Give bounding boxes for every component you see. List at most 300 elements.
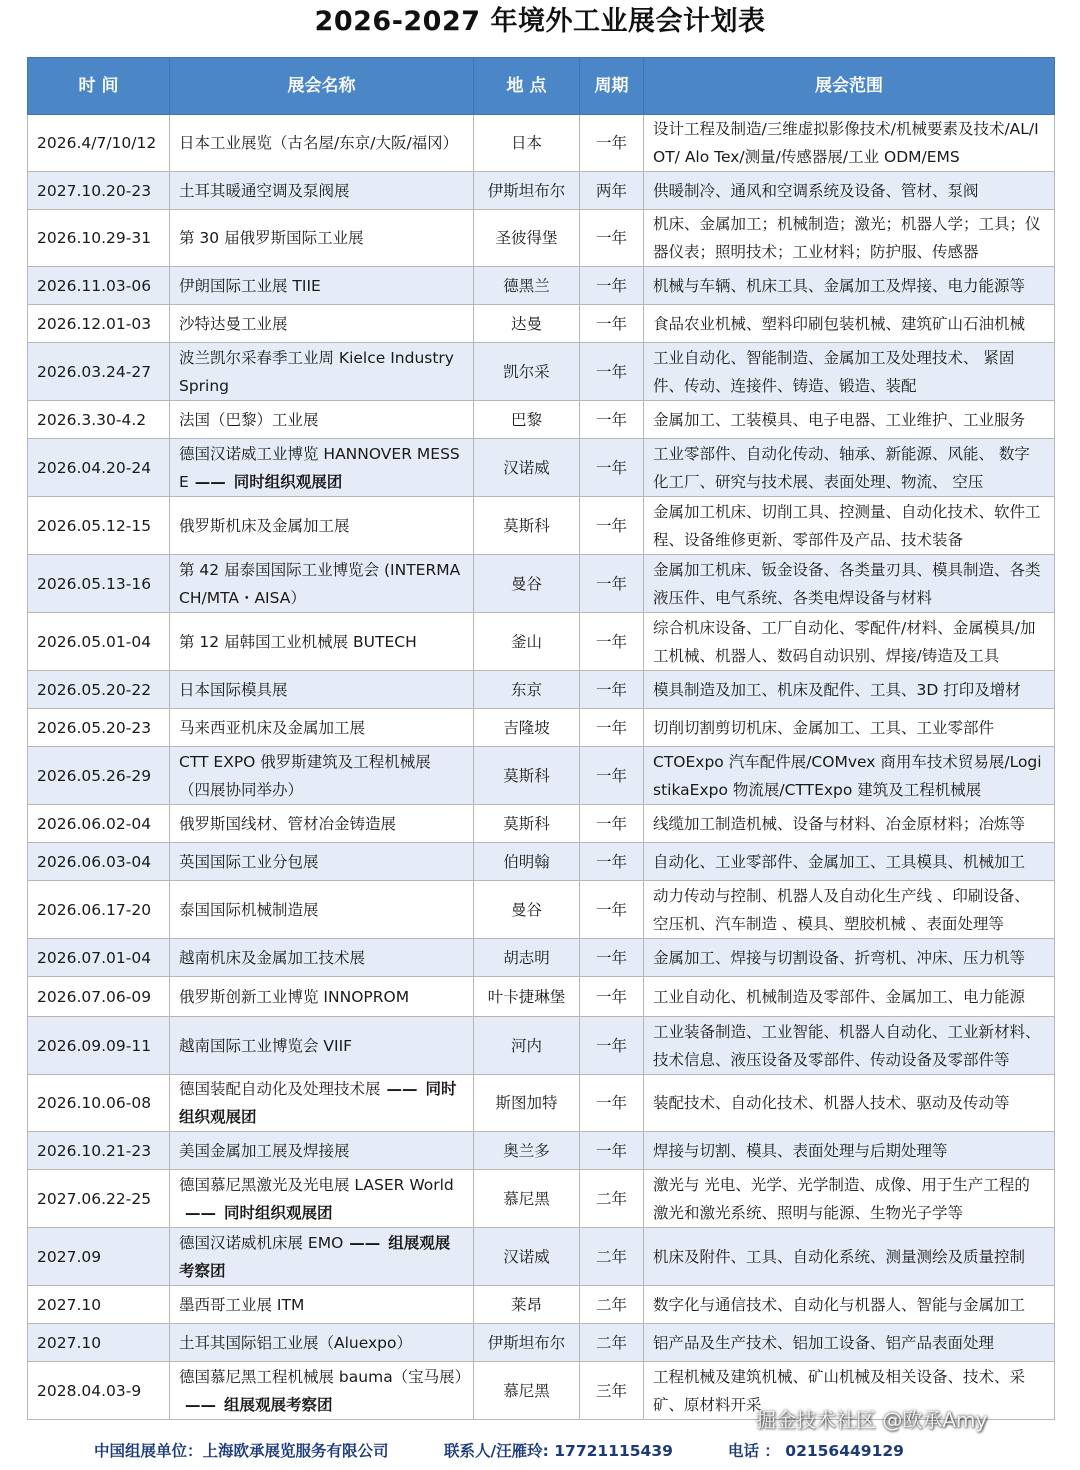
cell-cycle-text: 一年	[595, 1141, 627, 1160]
cell-cycle	[580, 1132, 644, 1170]
cell-place-text: 斯图加特	[495, 1094, 558, 1112]
cell-place-text: 伊斯坦布尔	[487, 1333, 566, 1352]
cell-date	[28, 1170, 170, 1228]
table-row	[28, 1324, 1055, 1362]
cell-scope	[644, 1017, 1055, 1075]
cell-scope	[644, 881, 1055, 939]
table-row	[28, 439, 1055, 497]
cell-date	[28, 1075, 170, 1132]
cell-scope	[644, 1075, 1055, 1132]
cell-place-text: 东京	[510, 680, 542, 699]
cell-date-text: 2028.04.03-9	[37, 1381, 142, 1400]
table-row	[28, 1075, 1055, 1132]
table-row	[28, 1017, 1055, 1075]
cell-place	[474, 1286, 580, 1324]
cell-scope	[644, 1170, 1055, 1228]
cell-scope-text: 工业装备制造、工业智能、机器人自动化、工业新材料、技术信息、液压设备及零部件、传动设备及零部件等	[653, 1022, 1041, 1069]
cell-scope-text: 工业零部件、自动化传动、轴承、新能源、风能、 数字化工厂、研究与技术展、表面处理、物流、 空压	[653, 444, 1030, 491]
cell-name	[170, 305, 474, 343]
cell-cycle-text: 一年	[595, 229, 627, 247]
cell-place-text: 奥兰多	[503, 1141, 550, 1160]
cell-date	[28, 555, 170, 613]
cell-place	[474, 497, 580, 555]
cell-date	[28, 343, 170, 401]
cell-scope-text: 焊接与切割、模具、表面处理与后期处理等	[653, 1141, 948, 1160]
cell-name	[170, 843, 474, 881]
table-row	[28, 805, 1055, 843]
table-row	[28, 497, 1055, 555]
cell-scope-text: 供暖制冷、通风和空调系统及设备、管材、泵阀	[653, 181, 979, 200]
cell-name	[170, 881, 474, 939]
cell-name	[170, 805, 474, 843]
cell-date-text: 2026.05.20-22	[37, 680, 152, 699]
cell-date	[28, 843, 170, 881]
cell-place	[474, 210, 580, 267]
cell-scope-text: 切削切割剪切机床、金属加工、工具、工业零部件	[653, 718, 995, 737]
cell-date	[28, 1362, 170, 1420]
cell-place	[474, 1075, 580, 1132]
table-row	[28, 1132, 1055, 1170]
table-row	[28, 671, 1055, 709]
page-title: 2026-2027 年境外工业展会计划表	[314, 6, 766, 37]
cell-scope	[644, 1132, 1055, 1170]
cell-cycle-text: 一年	[595, 814, 627, 833]
cell-name-text: 德国汉诺威工业博览 HANNOVER MESSE	[179, 444, 460, 491]
cell-date	[28, 747, 170, 805]
cell-place	[474, 1362, 580, 1420]
cell-cycle	[580, 115, 644, 172]
cell-cycle	[580, 210, 644, 267]
watermark: 掘金技术社区 @欧承Amy	[756, 1408, 988, 1432]
cell-date-text: 2026.05.20-23	[37, 718, 152, 737]
cell-name-text: 马来西亚机床及金属加工展	[179, 718, 366, 737]
cell-scope-text: 金属加工、焊接与切割设备、折弯机、冲床、压力机等	[653, 948, 1026, 967]
table-row	[28, 939, 1055, 977]
cell-date-text: 2026.10.29-31	[37, 229, 152, 247]
cell-place-text: 莱昂	[510, 1295, 542, 1314]
cell-cycle-text: 一年	[595, 134, 627, 152]
cell-place	[474, 709, 580, 747]
cell-place	[474, 555, 580, 613]
cell-name-mark: —— 同时组织观展团	[179, 1080, 457, 1126]
table-row	[28, 843, 1055, 881]
footer-contact: 联系人/汪雁玲: 17721115439	[444, 1442, 673, 1460]
cell-name	[170, 172, 474, 210]
cell-date-text: 2026.05.01-04	[37, 632, 152, 651]
cell-cycle-text: 一年	[595, 632, 627, 651]
cell-name	[170, 709, 474, 747]
cell-place-text: 曼谷	[510, 574, 542, 593]
cell-place	[474, 115, 580, 172]
cell-name	[170, 555, 474, 613]
cell-scope-text: CTOExpo 汽车配件展/COMvex 商用车技术贸易展/LogistikaExpo 物流展/CTTExpo 建筑及工程机械展	[653, 752, 1042, 799]
cell-name-text: 越南机床及金属加工技术展	[179, 948, 366, 967]
table-row	[28, 267, 1055, 305]
cell-name	[170, 267, 474, 305]
cell-cycle-text: 二年	[595, 1247, 627, 1266]
cell-name	[170, 1362, 474, 1420]
cell-cycle-text: 一年	[595, 516, 627, 535]
cell-scope	[644, 497, 1055, 555]
table-row	[28, 172, 1055, 210]
cell-scope	[644, 939, 1055, 977]
cell-scope	[644, 439, 1055, 497]
cell-cycle-text: 一年	[595, 458, 627, 477]
cell-name-text: 伊朗国际工业展 TIIE	[179, 276, 321, 295]
cell-cycle-text: 一年	[595, 900, 627, 919]
cell-date-text: 2026.09.09-11	[37, 1036, 152, 1055]
cell-name	[170, 1132, 474, 1170]
cell-scope	[644, 709, 1055, 747]
cell-cycle	[580, 1170, 644, 1228]
cell-place	[474, 439, 580, 497]
cell-name-text: 德国装配自动化及处理技术展	[179, 1080, 381, 1098]
cell-date	[28, 939, 170, 977]
cell-cycle	[580, 843, 644, 881]
cell-place-text: 胡志明	[503, 948, 550, 967]
cell-place-text: 圣彼得堡	[495, 229, 558, 247]
cell-cycle	[580, 1286, 644, 1324]
cell-date	[28, 1286, 170, 1324]
cell-scope	[644, 1324, 1055, 1362]
cell-date-text: 2026.05.13-16	[37, 574, 152, 593]
cell-cycle-text: 一年	[595, 410, 627, 429]
cell-date-text: 2026.10.06-08	[37, 1094, 152, 1112]
cell-place	[474, 401, 580, 439]
cell-scope-text: 设计工程及制造/三维虚拟影像技术/机械要素及技术/AL/IOT/ Alo Tex/测量/传感器展/工业 ODM/EMS	[653, 120, 1039, 166]
cell-scope-text: 装配技术、自动化技术、机器人技术、驱动及传动等	[653, 1094, 1010, 1112]
table-row	[28, 613, 1055, 671]
footer	[0, 1437, 1080, 1465]
cell-place-text: 吉隆坡	[503, 718, 550, 737]
cell-place	[474, 671, 580, 709]
cell-scope	[644, 1286, 1055, 1324]
cell-name	[170, 1286, 474, 1324]
cell-scope	[644, 1228, 1055, 1286]
cell-cycle-text: 一年	[595, 276, 627, 295]
cell-place	[474, 1324, 580, 1362]
cell-cycle	[580, 709, 644, 747]
cell-cycle	[580, 939, 644, 977]
cell-cycle	[580, 747, 644, 805]
cell-scope-text: 激光与 光电、光学、光学制造、成像、用于生产工程的激光和激光系统、照明与能源、生物光子学等	[653, 1175, 1030, 1222]
cell-cycle-text: 二年	[595, 1295, 627, 1314]
cell-name-text: 土耳其国际铝工业展（Aluexpo）	[179, 1333, 412, 1352]
cell-name-text: 德国汉诺威机床展 EMO	[179, 1233, 344, 1252]
cell-place-text: 莫斯科	[503, 516, 550, 535]
cell-scope-text: 食品农业机械、塑料印刷包装机械、建筑矿山石油机械	[653, 314, 1026, 333]
cell-place-text: 慕尼黑	[503, 1189, 550, 1208]
table-row	[28, 1286, 1055, 1324]
cell-place	[474, 343, 580, 401]
cell-name-mark: —— 同时组织观展团	[185, 1204, 333, 1222]
cell-scope	[644, 843, 1055, 881]
cell-cycle	[580, 805, 644, 843]
table-row	[28, 977, 1055, 1017]
cell-place	[474, 843, 580, 881]
cell-scope-text: 自动化、工业零部件、金属加工、工具模具、机械加工	[653, 852, 1026, 871]
cell-scope	[644, 210, 1055, 267]
table-row	[28, 747, 1055, 805]
cell-date-text: 2026.06.17-20	[37, 900, 152, 919]
cell-date-text: 2026.10.21-23	[37, 1141, 152, 1160]
cell-name-text: 英国国际工业分包展	[179, 852, 319, 871]
cell-date-text: 2026.06.02-04	[37, 814, 152, 833]
cell-name	[170, 497, 474, 555]
cell-cycle-text: 一年	[595, 314, 627, 333]
cell-date	[28, 401, 170, 439]
cell-scope-text: 工程机械及建筑机械、矿山机械及相关设备、技术、采矿、原材料开采	[653, 1367, 1026, 1414]
table-row	[28, 1170, 1055, 1228]
table-row	[28, 210, 1055, 267]
cell-name-text: 日本工业展览（古名屋/东京/大阪/福冈）	[179, 134, 459, 152]
cell-date-text: 2027.09	[37, 1247, 102, 1266]
cell-date-text: 2026.05.26-29	[37, 766, 152, 785]
cell-name-mark: —— 同时组织观展团	[195, 473, 343, 491]
cell-cycle-text: 一年	[595, 852, 627, 871]
cell-date-text: 2027.10	[37, 1295, 102, 1314]
cell-name	[170, 1170, 474, 1228]
table-header-row	[28, 58, 1055, 115]
cell-cycle	[580, 439, 644, 497]
cell-name-mark: —— 组展观展考察团	[179, 1234, 450, 1280]
cell-cycle	[580, 343, 644, 401]
cell-place	[474, 939, 580, 977]
cell-name-text: 德国慕尼黑工程机械展 bauma（宝马展）	[179, 1367, 471, 1386]
cell-name	[170, 401, 474, 439]
cell-cycle	[580, 671, 644, 709]
cell-cycle	[580, 613, 644, 671]
cell-name-text: 第 30 届俄罗斯国际工业展	[179, 229, 364, 247]
cell-name	[170, 613, 474, 671]
cell-place-text: 伯明翰	[503, 852, 550, 871]
cell-date	[28, 172, 170, 210]
cell-place	[474, 613, 580, 671]
cell-place-text: 叶卡捷琳堡	[487, 987, 566, 1006]
cell-cycle	[580, 172, 644, 210]
cell-place-text: 莫斯科	[503, 766, 550, 785]
cell-name	[170, 115, 474, 172]
cell-cycle-text: 一年	[595, 987, 627, 1006]
cell-place-text: 釜山	[510, 632, 542, 651]
table-row	[28, 555, 1055, 613]
cell-date	[28, 613, 170, 671]
cell-date-text: 2027.06.22-25	[37, 1189, 152, 1208]
table-row	[28, 401, 1055, 439]
cell-date-text: 2026.12.01-03	[37, 314, 152, 333]
cell-scope-text: 线缆加工制造机械、设备与材料、冶金原材料；冶炼等	[653, 814, 1026, 833]
cell-name	[170, 1017, 474, 1075]
cell-name-text: 墨西哥工业展 ITM	[179, 1295, 305, 1314]
cell-name-text: 第 42 届泰国国际工业博览会 (INTERMACH/MTA・AISA）	[179, 560, 461, 607]
cell-name-text: 泰国国际机械制造展	[179, 900, 319, 919]
cell-scope	[644, 671, 1055, 709]
cell-place	[474, 1228, 580, 1286]
cell-scope	[644, 401, 1055, 439]
cell-name-text: 波兰凯尔采春季工业周 Kielce Industry Spring	[179, 348, 454, 395]
cell-name	[170, 671, 474, 709]
cell-date	[28, 439, 170, 497]
header-date: 时 间	[28, 58, 170, 115]
cell-cycle-text: 一年	[595, 766, 627, 785]
cell-name-text: 第 12 届韩国工业机械展 BUTECH	[179, 632, 417, 651]
cell-cycle	[580, 881, 644, 939]
cell-cycle-text: 一年	[595, 680, 627, 699]
cell-place	[474, 977, 580, 1017]
cell-cycle	[580, 1362, 644, 1420]
cell-place	[474, 267, 580, 305]
cell-name	[170, 977, 474, 1017]
cell-name-text: 土耳其暖通空调及泵阀展	[179, 181, 350, 200]
table-row	[28, 305, 1055, 343]
cell-place-text: 慕尼黑	[503, 1381, 550, 1400]
cell-cycle-text: 一年	[595, 718, 627, 737]
header-name: 展会名称	[170, 58, 474, 115]
cell-scope	[644, 747, 1055, 805]
cell-name	[170, 747, 474, 805]
header-place: 地 点	[474, 58, 580, 115]
cell-name-text: 越南国际工业博览会 VIIF	[179, 1036, 353, 1055]
cell-date	[28, 671, 170, 709]
cell-cycle-text: 一年	[595, 574, 627, 593]
table-row	[28, 115, 1055, 172]
cell-cycle-text: 二年	[595, 1333, 627, 1352]
cell-cycle	[580, 497, 644, 555]
cell-cycle	[580, 401, 644, 439]
cell-date-text: 2026.05.12-15	[37, 516, 152, 535]
cell-name-text: 德国慕尼黑激光及光电展 LASER World	[179, 1175, 454, 1194]
cell-place	[474, 881, 580, 939]
cell-name-text: 俄罗斯机床及金属加工展	[179, 516, 350, 535]
footer-organizer: 中国组展单位：上海欧承展览服务有限公司	[94, 1442, 389, 1460]
cell-name	[170, 1228, 474, 1286]
cell-scope-text: 模具制造及加工、机床及配件、工具、3D 打印及增材	[653, 680, 1021, 699]
cell-cycle-text: 两年	[595, 181, 627, 200]
cell-place-text: 曼谷	[510, 900, 542, 919]
cell-cycle-text: 一年	[595, 362, 627, 381]
cell-scope	[644, 305, 1055, 343]
cell-date-text: 2026.03.24-27	[37, 362, 152, 381]
cell-name-text: 美国金属加工展及焊接展	[179, 1141, 350, 1160]
cell-scope-text: 工业自动化、机械制造及零部件、金属加工、电力能源	[653, 987, 1026, 1006]
table-row	[28, 343, 1055, 401]
cell-date-text: 2026.11.03-06	[37, 276, 152, 295]
cell-name-text: CTT EXPO 俄罗斯建筑及工程机械展 （四展协同举办）	[179, 752, 431, 799]
cell-date-text: 2027.10.20-23	[37, 181, 152, 200]
cell-cycle	[580, 1075, 644, 1132]
cell-scope-text: 金属加工机床、切削工具、控测量、自动化技术、软件工程、设备维修更新、零部件及产品、技术装备	[653, 502, 1041, 549]
cell-scope-text: 机床、金属加工；机械制造；激光；机器人学；工具；仪器仪表；照明技术；工业材料；防护服、传感器	[653, 215, 1041, 261]
cell-name-text: 俄罗斯国线材、管材冶金铸造展	[179, 814, 397, 833]
cell-cycle-text: 二年	[595, 1189, 627, 1208]
cell-place	[474, 805, 580, 843]
cell-date-text: 2026.04.20-24	[37, 458, 152, 477]
cell-date	[28, 1228, 170, 1286]
cell-place-text: 达曼	[510, 314, 542, 333]
cell-place-text: 汉诺威	[503, 458, 550, 477]
cell-scope-text: 机械与车辆、机床工具、金属加工及焊接、电力能源等	[653, 276, 1026, 295]
cell-date-text: 2026.3.30-4.2	[37, 410, 147, 429]
cell-name	[170, 210, 474, 267]
cell-name	[170, 343, 474, 401]
cell-date-text: 2027.10	[37, 1333, 102, 1352]
cell-cycle-text: 一年	[595, 948, 627, 967]
cell-scope	[644, 613, 1055, 671]
cell-name	[170, 1075, 474, 1132]
cell-date	[28, 115, 170, 172]
cell-scope-text: 综合机床设备、工厂自动化、零配件/材料、金属模具/加工机械、机器人、数码自动识别、焊接/铸造及工具	[653, 618, 1036, 665]
cell-place-text: 伊斯坦布尔	[487, 181, 566, 200]
exhibition-table	[27, 57, 1055, 1420]
cell-name-mark: —— 组展观展考察团	[185, 1396, 333, 1414]
cell-name-text: 沙特达曼工业展	[179, 314, 288, 333]
cell-place-text: 汉诺威	[503, 1247, 550, 1266]
cell-name-text: 法国（巴黎）工业展	[179, 410, 319, 429]
cell-place-text: 河内	[510, 1036, 542, 1055]
table-row	[28, 881, 1055, 939]
cell-name	[170, 439, 474, 497]
cell-cycle	[580, 977, 644, 1017]
cell-place	[474, 747, 580, 805]
cell-place	[474, 1017, 580, 1075]
cell-date-text: 2026.07.06-09	[37, 987, 152, 1006]
cell-scope	[644, 172, 1055, 210]
cell-date	[28, 805, 170, 843]
cell-scope	[644, 555, 1055, 613]
cell-place	[474, 305, 580, 343]
cell-name	[170, 939, 474, 977]
cell-date-text: 2026.07.01-04	[37, 948, 152, 967]
cell-date-text: 2026.4/7/10/12	[37, 134, 157, 152]
cell-scope-text: 金属加工、工装模具、电子电器、工业维护、工业服务	[653, 410, 1026, 429]
cell-name	[170, 1324, 474, 1362]
cell-date	[28, 210, 170, 267]
cell-scope	[644, 115, 1055, 172]
cell-place-text: 巴黎	[510, 410, 542, 429]
cell-date	[28, 709, 170, 747]
header-cycle: 周期	[580, 58, 644, 115]
cell-cycle-text: 一年	[595, 1094, 627, 1112]
cell-place	[474, 1170, 580, 1228]
footer-phone: 电话 ： 02156449129	[728, 1442, 904, 1460]
cell-date	[28, 1017, 170, 1075]
header-scope: 展会范围	[644, 58, 1055, 115]
cell-name-text: 俄罗斯创新工业博览 INNOPROM	[179, 987, 410, 1006]
cell-scope-text: 工业自动化、智能制造、金属加工及处理技术、 紧固件、传动、连接件、铸造、锻造、装配	[653, 348, 1015, 395]
cell-cycle	[580, 305, 644, 343]
cell-scope	[644, 267, 1055, 305]
cell-place	[474, 1132, 580, 1170]
cell-cycle	[580, 1324, 644, 1362]
cell-name-text: 日本国际模具展	[179, 680, 288, 699]
cell-cycle	[580, 1017, 644, 1075]
cell-date	[28, 977, 170, 1017]
table-row	[28, 709, 1055, 747]
cell-cycle	[580, 267, 644, 305]
cell-date	[28, 881, 170, 939]
cell-scope-text: 机床及附件、工具、自动化系统、测量测绘及质量控制	[653, 1247, 1026, 1266]
cell-scope-text: 金属加工机床、钣金设备、各类量刃具、模具制造、各类液压件、电气系统、各类电焊设备与材料	[653, 560, 1041, 607]
cell-scope	[644, 805, 1055, 843]
cell-date	[28, 1132, 170, 1170]
cell-place-text: 日本	[510, 134, 542, 152]
cell-cycle-text: 三年	[595, 1381, 627, 1400]
cell-scope-text: 数字化与通信技术、自动化与机器人、智能与金属加工	[653, 1295, 1026, 1314]
cell-place-text: 莫斯科	[503, 814, 550, 833]
cell-date	[28, 1324, 170, 1362]
cell-cycle-text: 一年	[595, 1036, 627, 1055]
cell-scope-text: 铝产品及生产技术、铝加工设备、铝产品表面处理	[653, 1333, 995, 1352]
